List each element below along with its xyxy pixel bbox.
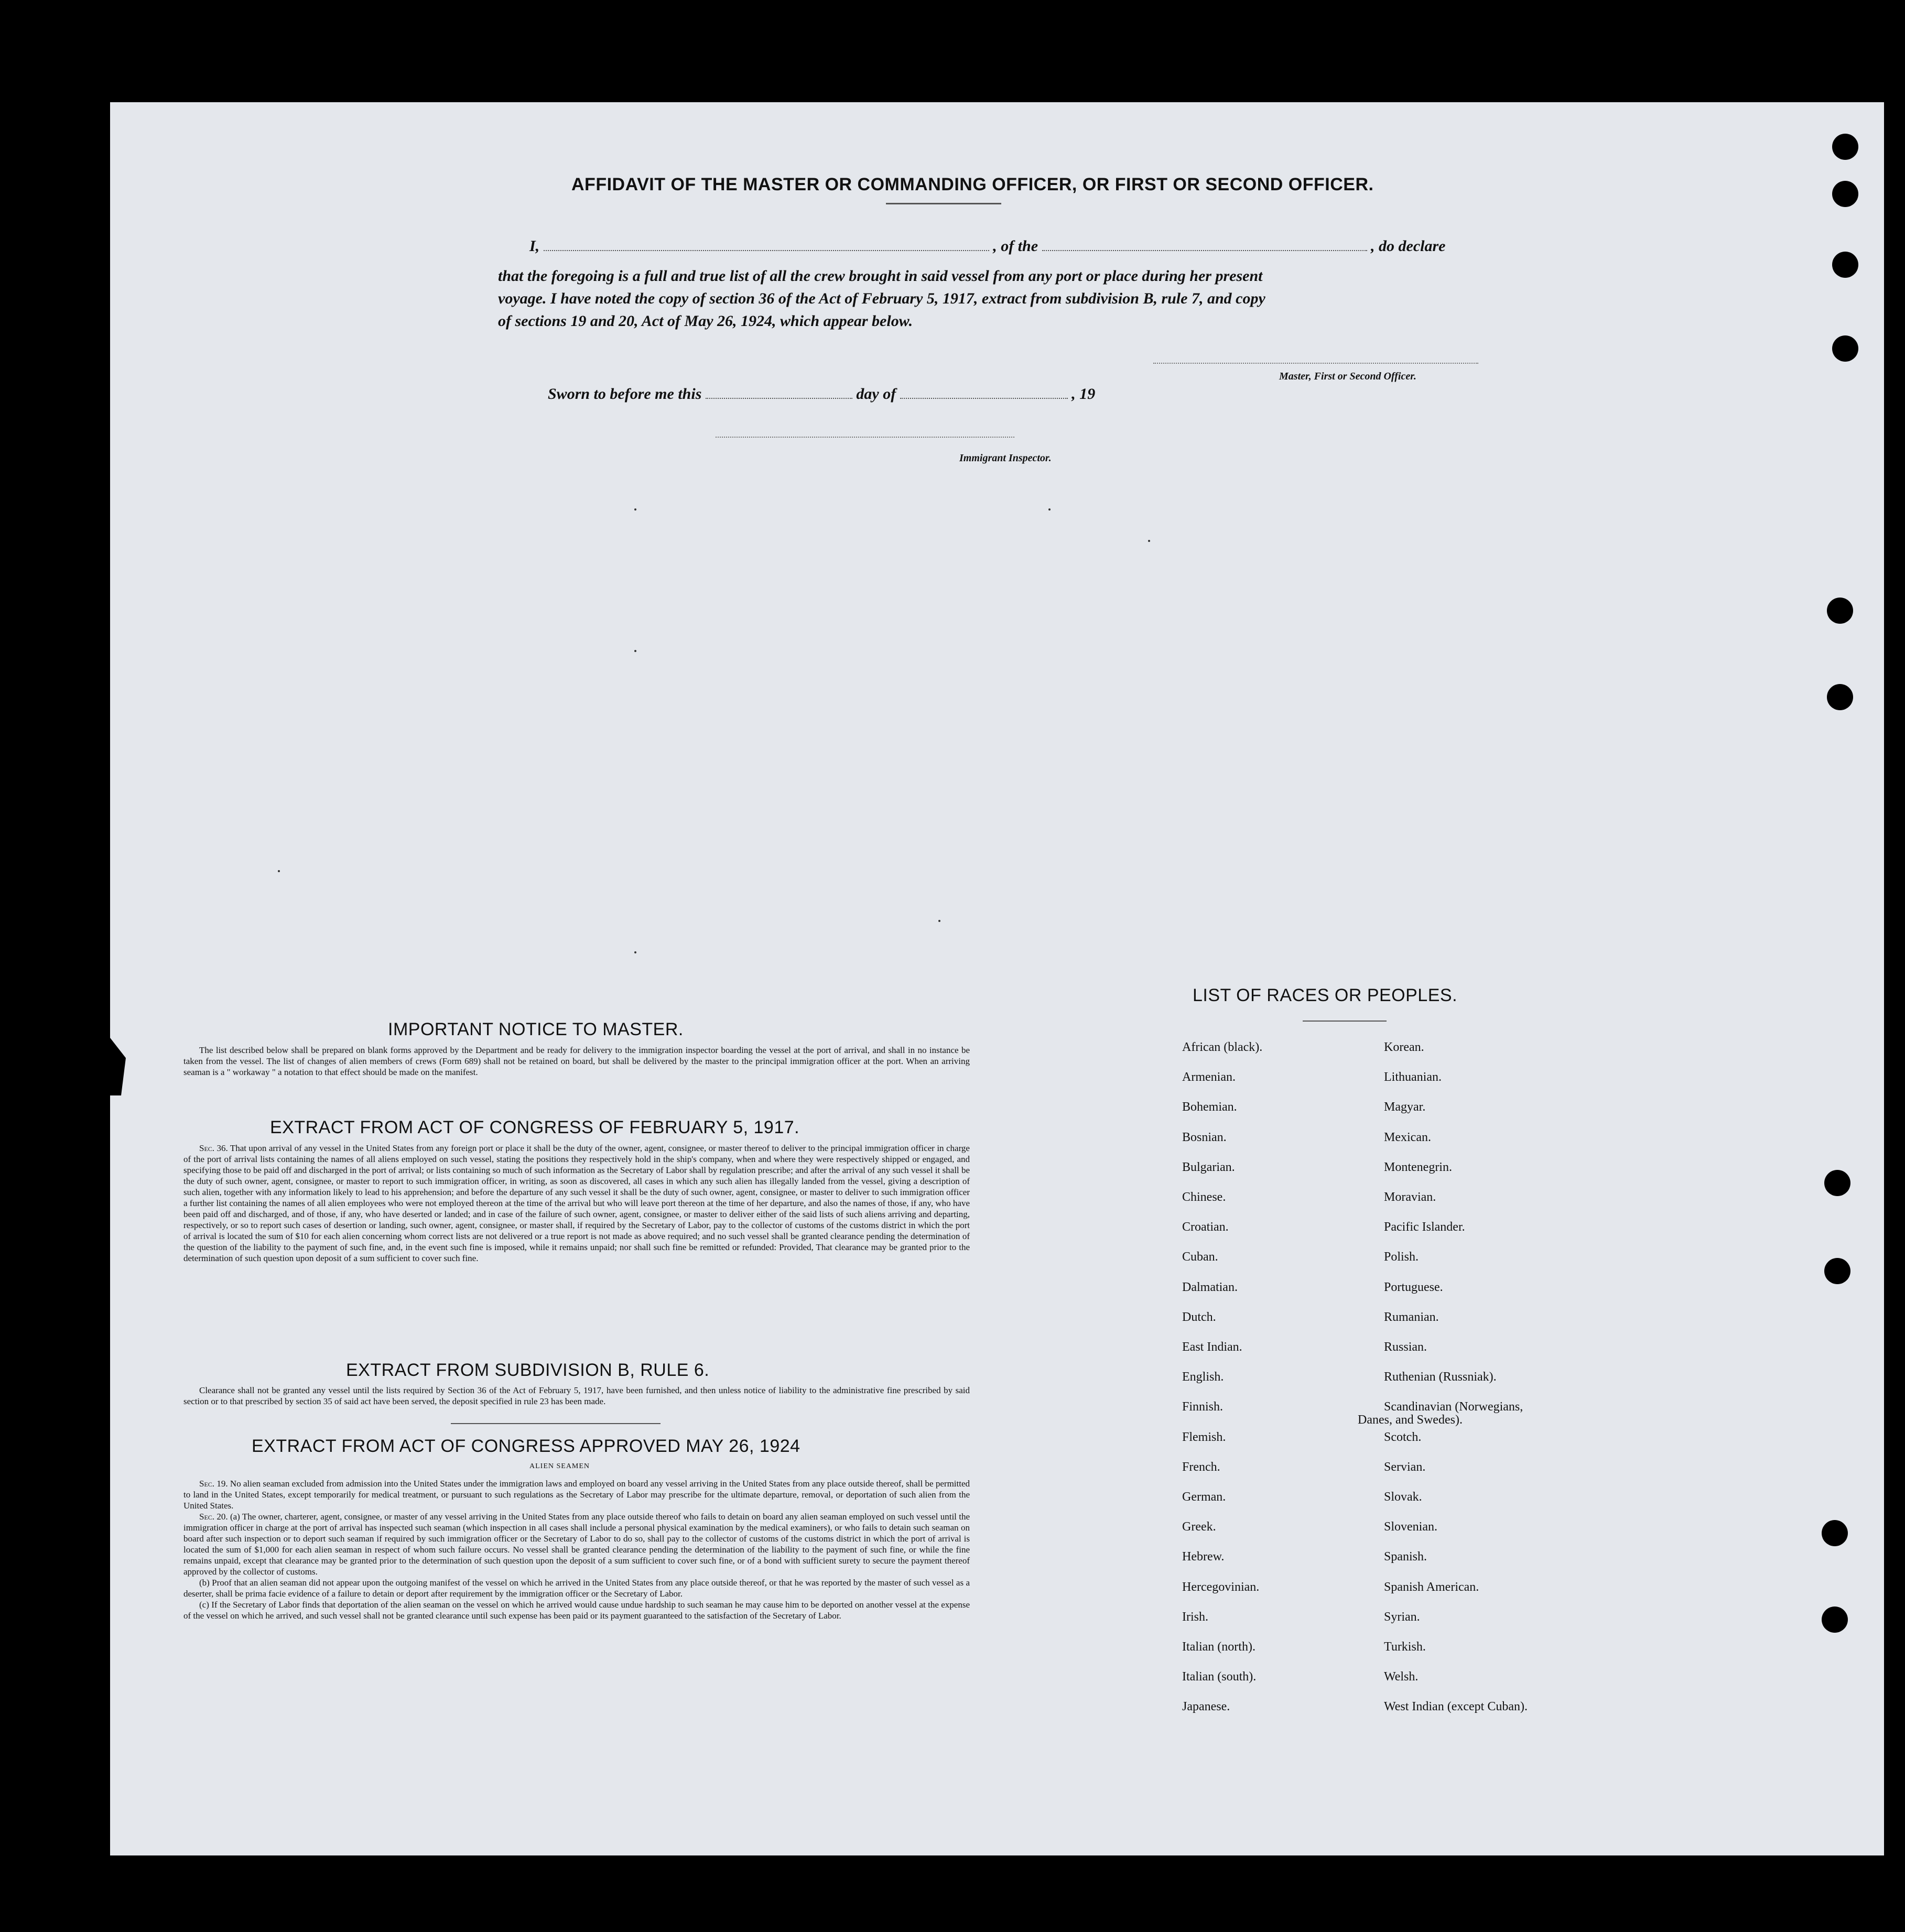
race-item: Armenian.: [1182, 1070, 1236, 1084]
race-item: Moravian.: [1384, 1190, 1436, 1204]
vessel-blank[interactable]: [1042, 250, 1367, 251]
name-blank[interactable]: [544, 250, 989, 251]
of-the-label: , of the: [993, 237, 1038, 255]
master-signature-line[interactable]: [1153, 363, 1478, 364]
race-item: English.: [1182, 1370, 1224, 1384]
affidavit-body-line: of sections 19 and 20, Act of May 26, 1924, which appear below.: [498, 312, 913, 330]
race-item: East Indian.: [1182, 1340, 1242, 1354]
race-item: Italian (north).: [1182, 1640, 1255, 1654]
section-20c-text: (c) If the Secretary of Labor finds that deportation of the alien seaman on the vessel on which he arrived would cause undue hardship to such seaman he may cause him to be deported on another vessel at the expense of the vessel on which he arrived, and such vessel shall not be granted clearance until such expense has been paid or its payment guaranteed to the satisfaction of the Secretary of Labor.: [183, 1600, 970, 1621]
race-item: Hercegovinian.: [1182, 1580, 1260, 1594]
race-item: Ruthenian (Russniak).: [1384, 1370, 1497, 1384]
race-item: Mexican.: [1384, 1130, 1431, 1144]
extract-1917-text: [183, 1143, 970, 1264]
binder-hole: [1832, 181, 1858, 207]
race-item: Pacific Islander.: [1384, 1220, 1465, 1234]
sworn-month-blank[interactable]: [900, 398, 1068, 399]
race-item: Portuguese.: [1384, 1280, 1443, 1294]
sworn-line: [548, 385, 1095, 403]
race-item: Slovenian.: [1384, 1520, 1437, 1534]
sworn-day-blank[interactable]: [706, 398, 852, 399]
race-item: Spanish American.: [1384, 1580, 1479, 1594]
race-item: Finnish.: [1182, 1400, 1224, 1414]
race-item: Rumanian.: [1384, 1310, 1439, 1324]
race-item: Slovak.: [1384, 1490, 1422, 1504]
race-item: Hebrew.: [1182, 1550, 1225, 1564]
binder-hole: [1822, 1607, 1848, 1633]
race-item: Spanish.: [1384, 1550, 1427, 1564]
speck: [1048, 508, 1051, 511]
race-item: Polish.: [1384, 1250, 1419, 1264]
affidavit-body-line: voyage. I have noted the copy of section 36 of the Act of February 5, 1917, extract from subdivision B, rule 7, and copy: [498, 290, 1265, 307]
extract-rule6-text: [183, 1385, 970, 1407]
speck: [278, 870, 280, 872]
race-item: Welsh.: [1384, 1670, 1419, 1684]
race-item: Dutch.: [1182, 1310, 1216, 1324]
race-item: Scandinavian (Norwegians,: [1384, 1400, 1523, 1414]
binder-hole: [1832, 335, 1858, 362]
i-label: I,: [529, 237, 540, 255]
extract-1924-text: [183, 1478, 970, 1621]
sworn-label: Sworn to before me this: [548, 385, 702, 403]
race-item: French.: [1182, 1460, 1220, 1474]
speck: [634, 650, 636, 652]
document-page: [110, 102, 1884, 1855]
alien-seamen-subheading: ALIEN SEAMEN: [529, 1462, 590, 1470]
binder-hole: [1822, 1520, 1848, 1546]
declaration-line: [529, 237, 1445, 255]
races-rule: [1303, 1021, 1387, 1022]
binder-hole: [1824, 1258, 1850, 1284]
race-item: Magyar.: [1384, 1100, 1426, 1114]
speck: [938, 920, 940, 922]
notice-text: [183, 1045, 970, 1078]
race-item: Italian (south).: [1182, 1670, 1257, 1684]
section-36-text: That upon arrival of any vessel in the United States from any foreign port or place it shall be the duty of the owner, agent, consignee, or master thereof to deliver to the principal immigration officer in charge of the port of arrival lists containing the names of all aliens employed on such vessel, stating the positions they respectively hold in the ship's company, when and where they were respectively shipped or engaged, and specifying those to be paid off and discharged in the port of arrival; or lists containing so much of such information as the Secretary of Labor shall by regulation prescribe; and after the arrival of any such vessel it shall be the duty of such owner, agent, consignee, or master to report to such immigration officer, in writing, as soon as discovered, all cases in which any such alien has illegally landed from the vessel, giving a description of such alien, together with any information likely to lead to his apprehension; and before the departure of any such vessel it shall be the duty of such owner, agent, consignee, or master to deliver to such immigration officer a further list containing the names of all alien employees who were not employed thereon at the time of the arrival but who will leave port thereon at the time of her departure, and also the names of those, if any, who have been paid off and discharged, and of those, if any, who have deserted or landed; and in case of the failure of such owner, agent, consignee, or master to deliver either of the said lists of such aliens arriving and departing, respectively, or so to report such cases of desertion or landing, such owner, agent, consignee, or master shall, if required by the Secretary of Labor, pay to the collector of customs of the customs district in which the port of arrival is located the sum of $10 for each alien concerning whom correct lists are not delivered or a true report is not made as above required; and no such vessel shall be granted clearance pending the determination of the question of the liability to the payment of such fine, and, in the event such fine is imposed, while it remains unpaid; nor shall such fine be remitted or refunded: Provided, That clearance may be granted prior to the determination of such question upon deposit of a sum sufficient to cover such fine.: [183, 1143, 970, 1263]
section-label: Sec. 20.: [199, 1512, 228, 1522]
section-label: Sec. 36.: [199, 1143, 228, 1153]
day-of-label: day of: [856, 385, 896, 403]
speck: [1148, 540, 1150, 542]
speck: [634, 508, 636, 511]
year-label: , 19: [1071, 385, 1096, 403]
section-20a-text: (a) The owner, charterer, agent, consignee, or master of any vessel arriving in the United States from any place outside thereof who fails to detain on board any alien seaman employed on such vessel until the immigration officer in charge at the port of arrival has inspected such seaman (which inspection in all cases shall include a personal physical examination by the medical examiners), or who fails to detain such seaman on board after such inspection or to deport such seaman if required by such immigration officer or the Secretary of Labor to do so, shall pay to the collector of customs of the customs district in which the port of arrival is located the sum of $1,000 for each alien seaman in respect of whom such failure occurs. No vessel shall be granted clearance pending the determination of the liability to the payment of such fine, or while the fine remains unpaid, except that clearance may be granted prior to the determination of such question upon the deposit of a sum sufficient to cover such fine, or of a bond with sufficient surety to secure the payment thereof approved by the collector of customs.: [183, 1512, 970, 1577]
notice-paragraph: The list described below shall be prepared on blank forms approved by the Department and be ready for delivery to the immigration inspector boarding the vessel at the port of arrival, and shall in no instance be taken from the vessel. The list of changes of alien members of crews (Form 689) shall not be retained on board, but shall be delivered by the master to the principal immigration officer at the port. When an arriving seaman is a " workaway " a notation to that effect should be made on the manifest.: [183, 1045, 970, 1077]
section-20b-text: (b) Proof that an alien seaman did not appear upon the outgoing manifest of the vessel on which he arrived in the United States from any place outside thereof, or that he was reported by the master of such vessel as a deserter, shall be prima facie evidence of a failure to detain or deport after requirement by the immigration officer or the Secretary of Labor.: [183, 1578, 970, 1599]
extract-rule6-heading: EXTRACT FROM SUBDIVISION B, RULE 6.: [346, 1360, 710, 1380]
title-rule: [886, 203, 1001, 204]
affidavit-title: AFFIDAVIT OF THE MASTER OR COMMANDING OFFICER, OR FIRST OR SECOND OFFICER.: [571, 175, 1374, 194]
race-item: Montenegrin.: [1384, 1160, 1452, 1174]
binder-hole: [1832, 134, 1858, 160]
notice-heading: IMPORTANT NOTICE TO MASTER.: [388, 1019, 684, 1039]
race-item: Turkish.: [1384, 1640, 1426, 1654]
section-19-text: No alien seaman excluded from admission into the United States under the immigration laws and employed on board any vessel arriving in the United States from any place outside thereof, shall be permitted to land in the United States, except temporarily for medical treatment, or pursuant to such regulations as the Secretary of Labor may prescribe for the ultimate departure, removal, or deportation of such alien from the United States.: [183, 1479, 970, 1511]
section-divider: [451, 1423, 661, 1424]
race-item: German.: [1182, 1490, 1226, 1504]
inspector-signature-line[interactable]: [716, 437, 1014, 438]
race-item: Cuban.: [1182, 1250, 1218, 1264]
master-signature-label: Master, First or Second Officer.: [1279, 371, 1416, 382]
race-item: Croatian.: [1182, 1220, 1229, 1234]
races-heading: LIST OF RACES OR PEOPLES.: [1193, 985, 1458, 1005]
binder-hole: [1827, 598, 1853, 624]
binder-hole: [1827, 684, 1853, 710]
race-item: Dalmatian.: [1182, 1280, 1238, 1294]
race-item: Chinese.: [1182, 1190, 1226, 1204]
race-item: Irish.: [1182, 1610, 1208, 1624]
race-item: Russian.: [1384, 1340, 1427, 1354]
race-item: Korean.: [1384, 1040, 1424, 1054]
race-item: Greek.: [1182, 1520, 1216, 1534]
race-item: Bulgarian.: [1182, 1160, 1235, 1174]
race-item: African (black).: [1182, 1040, 1263, 1054]
affidavit-body: [498, 265, 1265, 332]
extract-1924-heading: EXTRACT FROM ACT OF CONGRESS APPROVED MAY 26, 1924: [252, 1436, 800, 1456]
race-item: Flemish.: [1182, 1430, 1226, 1444]
section-label: Sec. 19.: [199, 1479, 228, 1489]
extract-1917-heading: EXTRACT FROM ACT OF CONGRESS OF FEBRUARY 5, 1917.: [270, 1117, 800, 1137]
affidavit-body-line: that the foregoing is a full and true list of all the crew brought in said vessel from any port or place during her present: [498, 267, 1263, 285]
race-item: Danes, and Swedes).: [1358, 1413, 1463, 1427]
race-item: Servian.: [1384, 1460, 1426, 1474]
race-item: Scotch.: [1384, 1430, 1422, 1444]
race-item: Syrian.: [1384, 1610, 1420, 1624]
rule6-paragraph: Clearance shall not be granted any vessel until the lists required by Section 36 of the Act of February 5, 1917, have been furnished, and then unless notice of liability to the administrative fine prescribed by said section or to that prescribed by section 35 of said act have been served, the deposit specified in rule 23 has been made.: [183, 1385, 970, 1406]
race-item: Bohemian.: [1182, 1100, 1237, 1114]
race-item: Bosnian.: [1182, 1130, 1227, 1144]
race-item: Lithuanian.: [1384, 1070, 1442, 1084]
binder-hole: [1832, 252, 1858, 278]
inspector-label: Immigrant Inspector.: [959, 452, 1052, 464]
binder-hole: [1824, 1170, 1850, 1196]
speck: [634, 951, 636, 953]
race-item: Japanese.: [1182, 1700, 1230, 1714]
do-declare-label: , do declare: [1371, 237, 1446, 255]
race-item: West Indian (except Cuban).: [1384, 1700, 1528, 1714]
